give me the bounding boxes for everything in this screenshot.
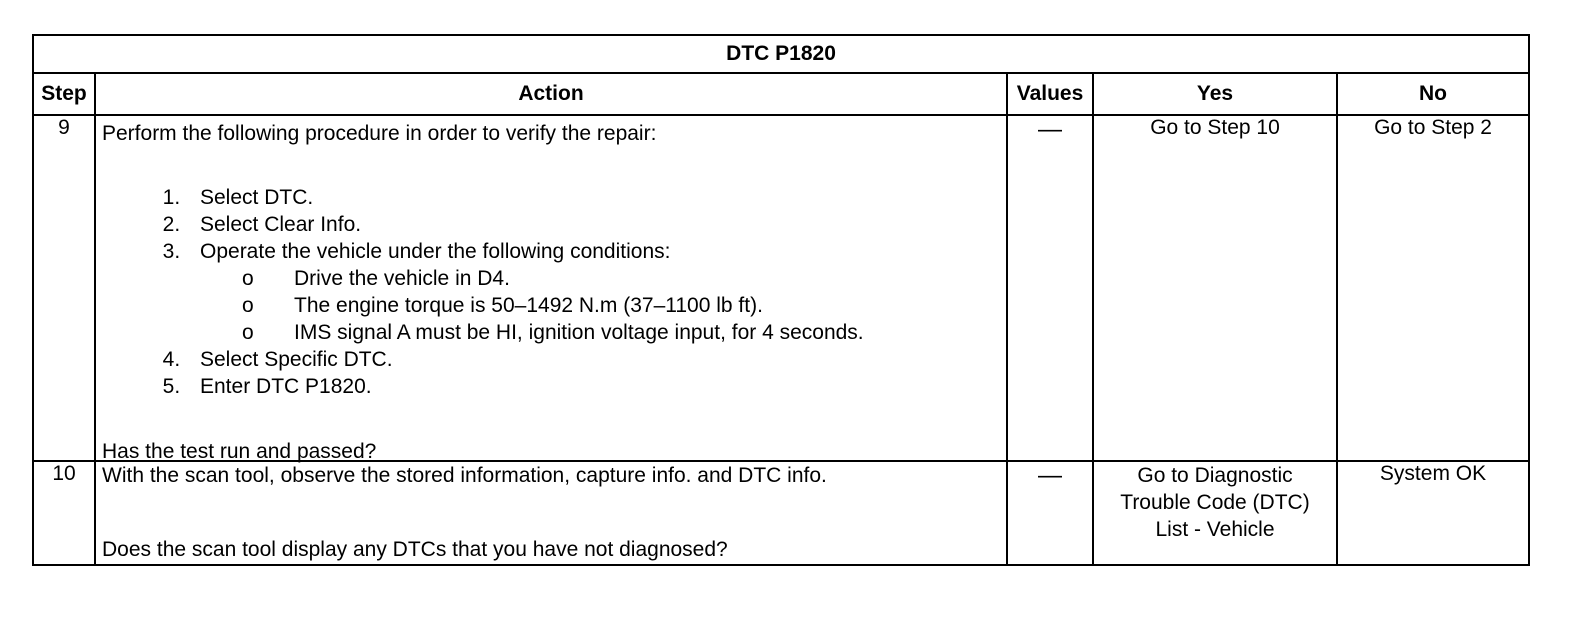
action-instruction: With the scan tool, observe the stored information, capture info. and DTC info. (102, 464, 827, 487)
action-question: Has the test run and passed? (102, 440, 377, 463)
no-cell: Go to Step 2 (1337, 115, 1529, 461)
step-number: 10 (33, 461, 95, 565)
table-row (33, 115, 1529, 461)
bullet-marker: o (242, 294, 254, 317)
bullet-marker: o (242, 267, 254, 290)
values-cell: — (1007, 115, 1093, 461)
yes-cell (1093, 461, 1337, 565)
list-item: 5. Enter DTC P1820. (186, 373, 1000, 400)
list-item: 2. Select Clear Info. (186, 211, 1000, 238)
header-step: Step (33, 73, 95, 115)
action-cell (95, 115, 1007, 461)
list-item: 4. Select Specific DTC. (186, 346, 1000, 373)
header-action: Action (95, 73, 1007, 115)
header-row (33, 73, 1529, 115)
yes-line: Go to Diagnostic (1137, 464, 1293, 487)
table-row (33, 461, 1529, 565)
header-yes: Yes (1093, 73, 1337, 115)
list-item: 3. Operate the vehicle under the following conditions: o Drive the vehicle in D4. o The engine torque is 50–1492 N.m (37–1100 lb ft). o IMS signal A must be HI, ignition voltage input, for 4 seconds. (186, 238, 1000, 346)
no-cell: System OK (1337, 461, 1529, 565)
bullet-marker: o (242, 321, 254, 344)
step-number: 9 (33, 115, 95, 461)
list-item: o The engine torque is 50–1492 N.m (37–1100 lb ft). (242, 294, 763, 317)
header-no: No (1337, 73, 1529, 115)
yes-cell: Go to Step 10 (1093, 115, 1337, 461)
action-intro: Perform the following procedure in order to verify the repair: (102, 122, 657, 145)
yes-line: List - Vehicle (1155, 518, 1275, 541)
conditions-list (200, 265, 1000, 346)
table-title-row (33, 35, 1529, 73)
action-question: Does the scan tool display any DTCs that you have not diagnosed? (102, 538, 728, 561)
yes-line: Trouble Code (DTC) (1120, 491, 1310, 514)
list-item: 1. Select DTC. (186, 184, 1000, 211)
procedure-list (102, 184, 1000, 400)
action-cell (95, 461, 1007, 565)
header-values: Values (1007, 73, 1093, 115)
dtc-table (32, 34, 1530, 566)
table-title: DTC P1820 (33, 35, 1529, 73)
values-cell: — (1007, 461, 1093, 565)
list-item: o IMS signal A must be HI, ignition voltage input, for 4 seconds. (242, 321, 864, 344)
list-item: o Drive the vehicle in D4. (242, 267, 510, 290)
